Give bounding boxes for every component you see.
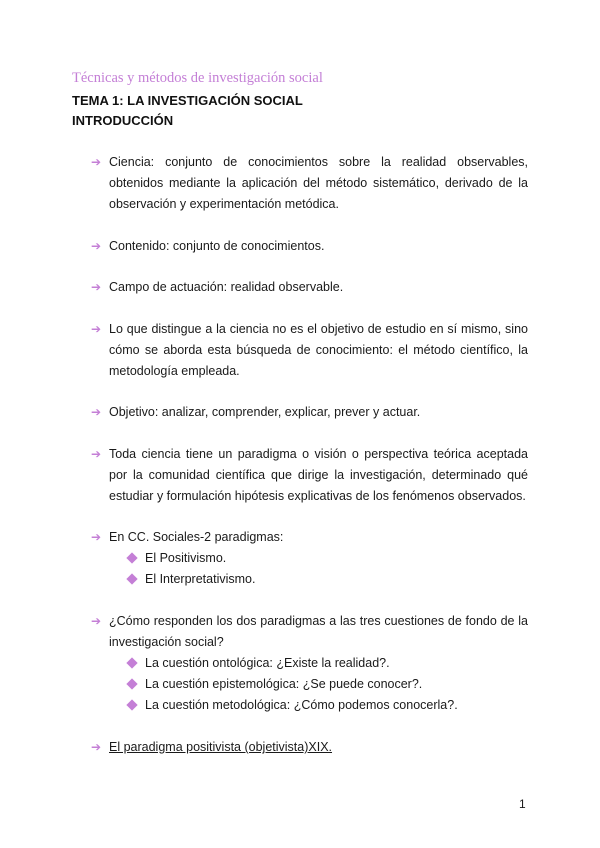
bullet-item: ➔ Lo que distingue a la ciencia no es el objetivo de estudio en sí mismo, sino cómo se aborda esta búsqueda de conocimiento: el método científico, la metodología empleada. xyxy=(91,319,528,382)
diamond-bullet-icon xyxy=(126,699,137,710)
sub-item: El Positivismo. xyxy=(128,548,226,569)
arrow-icon: ➔ xyxy=(91,155,102,169)
bullet-item: ➔ Campo de actuación: realidad observable. xyxy=(91,277,528,298)
diamond-bullet-icon xyxy=(126,573,137,584)
diamond-bullet-icon xyxy=(126,678,137,689)
arrow-icon: ➔ xyxy=(91,740,102,754)
topic-title: TEMA 1: LA INVESTIGACIÓN SOCIAL xyxy=(72,93,303,108)
course-title: Técnicas y métodos de investigación social xyxy=(72,70,323,86)
arrow-icon: ➔ xyxy=(91,614,102,628)
sub-item: La cuestión metodológica: ¿Cómo podemos conocerla?. xyxy=(128,695,458,716)
arrow-icon: ➔ xyxy=(91,322,102,336)
bullet-item: ➔ Ciencia: conjunto de conocimientos sobre la realidad observables, obtenidos mediante la aplicación del método sistemático, derivado de la observación y experimentación metódica. xyxy=(91,152,528,215)
section-title: INTRODUCCIÓN xyxy=(72,113,174,128)
arrow-icon: ➔ xyxy=(91,405,102,419)
bullet-item: ➔ Objetivo: analizar, comprender, explicar, prever y actuar. xyxy=(91,402,528,423)
sub-item: La cuestión epistemológica: ¿Se puede conocer?. xyxy=(128,674,422,695)
bullet-item: ➔ En CC. Sociales-2 paradigmas: xyxy=(91,527,528,548)
diamond-bullet-icon xyxy=(126,657,137,668)
arrow-icon: ➔ xyxy=(91,239,102,253)
bullet-item: ➔ El paradigma positivista (objetivista)XIX. xyxy=(91,737,528,758)
bullet-item: ➔ Contenido: conjunto de conocimientos. xyxy=(91,236,528,257)
arrow-icon: ➔ xyxy=(91,447,102,461)
bullet-item: ➔ Toda ciencia tiene un paradigma o visión o perspectiva teórica aceptada por la comunidad científica que dirige la investigación, determinado qué estudiar y formulación hipótesis explicativas de los fenómenos observados. xyxy=(91,444,528,507)
arrow-icon: ➔ xyxy=(91,530,102,544)
page-number: 1 xyxy=(519,797,526,811)
bullet-item: ➔ ¿Cómo responden los dos paradigmas a las tres cuestiones de fondo de la investigación social? xyxy=(91,611,528,653)
arrow-icon: ➔ xyxy=(91,280,102,294)
diamond-bullet-icon xyxy=(126,552,137,563)
sub-item: El Interpretativismo. xyxy=(128,569,255,590)
sub-item: La cuestión ontológica: ¿Existe la realidad?. xyxy=(128,653,390,674)
